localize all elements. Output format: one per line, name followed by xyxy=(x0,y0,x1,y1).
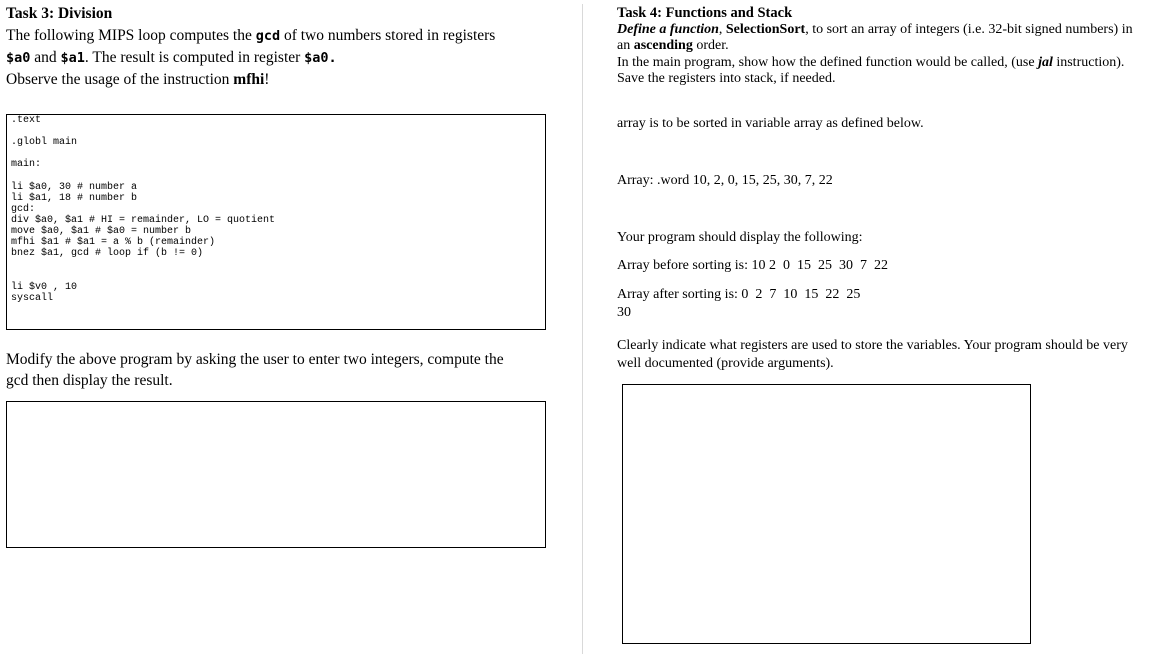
task4-stack-line: Save the registers into stack, if needed. xyxy=(617,71,836,86)
code-line: syscall xyxy=(11,293,54,304)
define-comma: , xyxy=(718,22,726,37)
code-line: li $a1, 18 # number b xyxy=(11,193,138,204)
task4-main-program-line xyxy=(617,55,1124,71)
task3-intro-line1 xyxy=(6,27,495,45)
mfhi-bold: mfhi xyxy=(233,71,265,88)
task4-define-line xyxy=(617,22,1133,38)
code-line: main: xyxy=(11,159,42,170)
clearly-line2: well documented (provide arguments). xyxy=(617,356,834,371)
after-sorting-line: Array after sorting is: 0 2 7 10 15 22 25 xyxy=(617,287,861,302)
observe-text: Observe the usage of the instruction xyxy=(6,71,234,88)
modify-line1: Modify the above program by asking the user to enter two integers, compute the xyxy=(6,351,504,368)
result-text: . The result is computed in register xyxy=(84,49,305,66)
gcd-code: gcd xyxy=(255,28,281,44)
code-line: li $a0, 30 # number a xyxy=(11,182,138,193)
register-a1: $a1 xyxy=(60,50,85,66)
jal-italic: jal xyxy=(1038,55,1053,70)
exclaim: ! xyxy=(264,71,270,88)
and-text: and xyxy=(30,49,61,66)
code-line: gcd: xyxy=(11,204,36,215)
before-sorting-line: Array before sorting is: 10 2 0 15 25 30 7 22 xyxy=(617,258,889,273)
code-line: mfhi $a1 # $a1 = a % b (remainder) xyxy=(11,237,216,248)
array-description: array is to be sorted in variable array as defined below. xyxy=(617,116,924,131)
ascending-bold: ascending xyxy=(633,38,693,53)
define-function-italic: Define a function xyxy=(617,22,719,37)
selection-sort-name: SelectionSort xyxy=(725,22,806,37)
code-line: bnez $a1, gcd # loop if (b != 0) xyxy=(11,248,204,259)
code-line: .text xyxy=(11,115,42,126)
register-a0: $a0 xyxy=(6,50,31,66)
task4-title: Task 4: Functions and Stack xyxy=(617,5,793,21)
array-definition: Array: .word 10, 2, 0, 15, 25, 30, 7, 22 xyxy=(617,173,833,188)
task4-ascending-line xyxy=(617,38,729,54)
task3-intro-text: The following MIPS loop computes the xyxy=(6,27,256,44)
column-divider xyxy=(582,4,583,654)
register-result: $a0. xyxy=(304,50,337,66)
code-line: move $a0, $a1 # $a0 = number b xyxy=(11,226,192,237)
code-line: div $a0, $a1 # HI = remainder, LO = quotient xyxy=(11,215,276,226)
task3-intro-end: of two numbers stored in registers xyxy=(280,27,496,44)
instruction-text: instruction). xyxy=(1052,55,1125,70)
order-text: order. xyxy=(692,38,729,53)
an-text: an xyxy=(617,38,634,53)
main-program-text: In the main program, show how the defined function would be called, (use xyxy=(617,55,1039,70)
display-intro: Your program should display the following: xyxy=(617,230,863,245)
clearly-line1: Clearly indicate what registers are used to store the variables. Your program should be very xyxy=(617,338,1128,353)
task3-intro-line3 xyxy=(6,71,269,89)
task3-intro-line2 xyxy=(6,49,337,67)
define-rest: , to sort an array of integers (i.e. 32-bit signed numbers) in xyxy=(805,22,1133,37)
task4-answer-box[interactable] xyxy=(622,384,1031,644)
task3-answer-box[interactable] xyxy=(6,401,546,548)
code-line: .globl main xyxy=(11,137,78,148)
code-box xyxy=(6,114,546,330)
task3-title: Task 3: Division xyxy=(6,5,113,22)
modify-line2: gcd then display the result. xyxy=(6,372,173,389)
code-line: li $v0 , 10 xyxy=(11,282,78,293)
after-sorting-continued: 30 xyxy=(617,305,631,320)
